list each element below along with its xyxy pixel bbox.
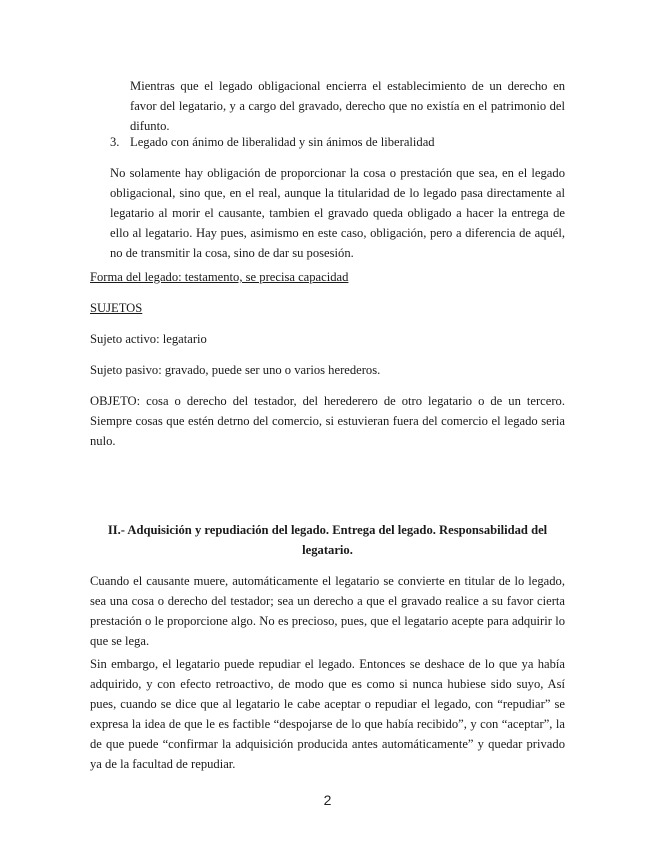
page-number: 2 bbox=[323, 792, 332, 808]
list-item-number: 3. bbox=[110, 135, 120, 149]
section-heading: II.- Adquisición y repudiación del legado. Entrega del legado. Responsabilidad del legatario. bbox=[107, 523, 548, 557]
sujetos-heading: SUJETOS bbox=[90, 301, 143, 315]
obligation-paragraph: No solamente hay obligación de proporcionar la cosa o prestación que sea, en el legado obligacional, sino que, en el real, aunque la titularidad de lo legado pasa directamente al legatario al morir el causante, tambien el gravado queda obligado a hacer la entrega de ello al legatario. Hay pues, asimismo en este caso, obligación, pero a diferencia de aquél, no de transmitir la cosa, sino de dar su posesión. bbox=[110, 166, 565, 260]
forma-legado-line: Forma del legado: testamento, se precisa capacidad bbox=[90, 270, 349, 284]
repudiation-paragraph: Sin embargo, el legatario puede repudiar el legado. Entonces se deshace de lo que ya había adquirido, y con efecto retroactivo, de modo que es como si nunca hubiese sido suyo, Así pues, cuando se dice que al legatario le cabe aceptar o repudiar el legado, con “repudiar” se expresa la idea de que le es factible “despojarse de lo que había recibido”, y con “aceptar”, la de que puede “confirmar la adquisición producida antes automáticamente” y quedar privado ya de la facultad de repudiar. bbox=[90, 657, 565, 771]
list-item-3 bbox=[110, 132, 565, 152]
sujeto-activo-line: Sujeto activo: legatario bbox=[90, 332, 207, 346]
list-item-text: Legado con ánimo de liberalidad y sin ánimos de liberalidad bbox=[130, 135, 435, 149]
continuation-paragraph: Mientras que el legado obligacional encierra el establecimiento de un derecho en favor del legatario, y a cargo del gravado, derecho que no existía en el patrimonio del difunto. bbox=[130, 79, 565, 133]
sujeto-pasivo-line: Sujeto pasivo: gravado, puede ser uno o varios herederos. bbox=[90, 363, 381, 377]
acquisition-paragraph: Cuando el causante muere, automáticamente el legatario se convierte en titular de lo legado, sea una cosa o derecho del testador; sea un derecho a que el gravado realice a su favor cierta prestación o le proporcione algo. No es precioso, pues, que el legatario acepte para adquirir lo que se lega. bbox=[90, 574, 565, 648]
objeto-paragraph: OBJETO: cosa o derecho del testador, del herederero de otro legatario o de un tercero. Siempre cosas que estén detrno del comercio, si estuvieran fuera del comercio el legado seria nulo. bbox=[90, 394, 565, 448]
